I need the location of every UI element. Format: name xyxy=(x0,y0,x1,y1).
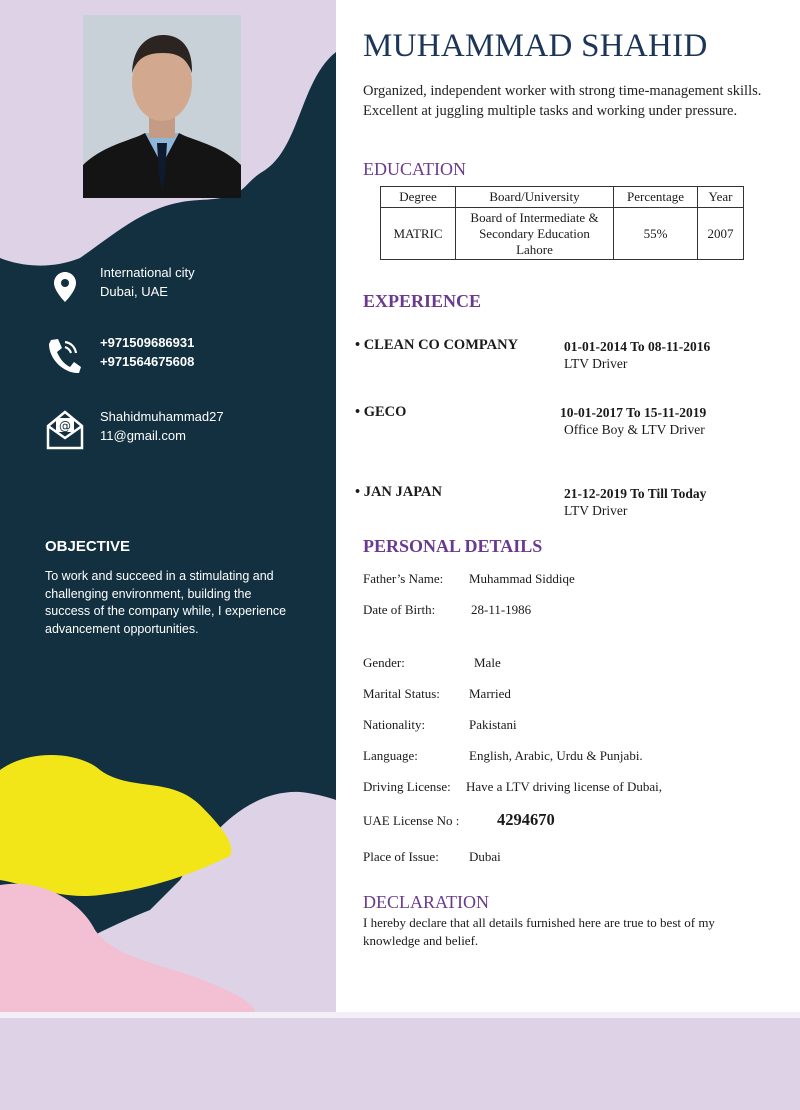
experience-dates-1: 01-01-2014 To 08-11-2016 xyxy=(564,339,711,354)
page-divider xyxy=(0,1012,800,1018)
personal-details-title: PERSONAL DETAILS xyxy=(363,536,543,556)
objective-text: To work and succeed in a stimulating and challenging environment, building the success of the company while, I experience advancement opportunities. xyxy=(45,569,287,636)
company-name: JAN JAPAN xyxy=(363,484,442,500)
cell-year: 2007 xyxy=(698,208,744,260)
experience-dates-3: 21-12-2019 To Till Today xyxy=(564,486,707,501)
svg-text:@: @ xyxy=(59,419,71,433)
person-photo-icon xyxy=(83,15,241,198)
place-of-issue-label: Place of Issue: xyxy=(363,849,439,864)
experience-company-3: • JAN JAPAN xyxy=(355,484,442,500)
nationality-value: Pakistani xyxy=(469,717,517,732)
marital-status-label: Marital Status: xyxy=(363,686,440,701)
email[interactable] xyxy=(100,407,224,445)
marital-status-value: Married xyxy=(469,686,511,701)
phone-1[interactable]: +971509686931 xyxy=(100,335,195,350)
company-name: CLEAN CO COMPANY xyxy=(363,337,519,353)
email-line-2: 11@gmail.com xyxy=(100,428,186,443)
header-degree: Degree xyxy=(381,187,456,208)
experience-title: EXPERIENCE xyxy=(363,291,482,311)
declaration-title: DECLARATION xyxy=(363,892,489,912)
nationality-label: Nationality: xyxy=(363,717,426,732)
header-year: Year xyxy=(698,187,744,208)
experience-role-2: Office Boy & LTV Driver xyxy=(564,422,705,437)
phone-numbers xyxy=(100,333,194,371)
experience-dates-2: 10-01-2017 To 15-11-2019 xyxy=(560,405,707,420)
fathers-name-value: Muhammad Siddiqe xyxy=(469,571,575,586)
education-title: EDUCATION xyxy=(363,159,466,179)
fathers-name-label: Father’s Name: xyxy=(363,571,444,586)
objective-title: OBJECTIVE xyxy=(45,538,131,555)
driving-license-label: Driving License: xyxy=(363,779,451,794)
dob-value: 28-11-1986 xyxy=(471,602,532,617)
language-value: English, Arabic, Urdu & Punjabi. xyxy=(469,748,643,763)
cell-percentage: 55% xyxy=(614,208,698,260)
driving-license-value: Have a LTV driving license of Dubai, xyxy=(466,779,663,794)
experience-role-3: LTV Driver xyxy=(564,503,628,518)
location-pin-icon xyxy=(54,272,76,302)
email-line-1: Shahidmuhammad27 xyxy=(100,409,224,424)
address-line-1: International city xyxy=(100,265,195,280)
table-row xyxy=(381,208,744,260)
gender-label: Gender: xyxy=(363,655,405,670)
cell-board: Board of Intermediate & Secondary Education Lahore xyxy=(456,208,614,260)
experience-role-1: LTV Driver xyxy=(564,356,628,371)
address xyxy=(100,263,195,301)
candidate-name: MUHAMMAD SHAHID xyxy=(363,28,708,64)
cell-degree: MATRIC xyxy=(381,208,456,260)
education-table xyxy=(380,186,744,260)
main-content xyxy=(336,0,800,1110)
dob-label: Date of Birth: xyxy=(363,602,436,617)
place-of-issue-value: Dubai xyxy=(469,849,501,864)
sidebar xyxy=(0,0,336,1110)
gender-value: Male xyxy=(474,655,501,670)
uae-license-value: 4294670 xyxy=(497,810,555,829)
profile-summary: Organized, independent worker with strong time-management skills. Excellent at juggling multiple tasks and working under pressure. xyxy=(363,83,762,119)
address-line-2: Dubai, UAE xyxy=(100,284,168,299)
experience-company-2: • GECO xyxy=(355,404,407,420)
uae-license-label: UAE License No : xyxy=(363,813,460,828)
declaration-text: I hereby declare that all details furnished here are true to best of my knowledge and belief. xyxy=(363,915,715,948)
header-percentage: Percentage xyxy=(614,187,698,208)
profile-photo xyxy=(83,15,241,198)
phone-2[interactable]: +971564675608 xyxy=(100,354,195,369)
header-board: Board/University xyxy=(456,187,614,208)
table-header-row xyxy=(381,187,744,208)
email-icon xyxy=(46,410,84,450)
phone-icon xyxy=(47,338,81,374)
language-label: Language: xyxy=(363,748,418,763)
experience-company-1: • CLEAN CO COMPANY xyxy=(355,337,519,353)
bottom-strip xyxy=(0,1012,800,1110)
company-name: GECO xyxy=(363,404,407,420)
